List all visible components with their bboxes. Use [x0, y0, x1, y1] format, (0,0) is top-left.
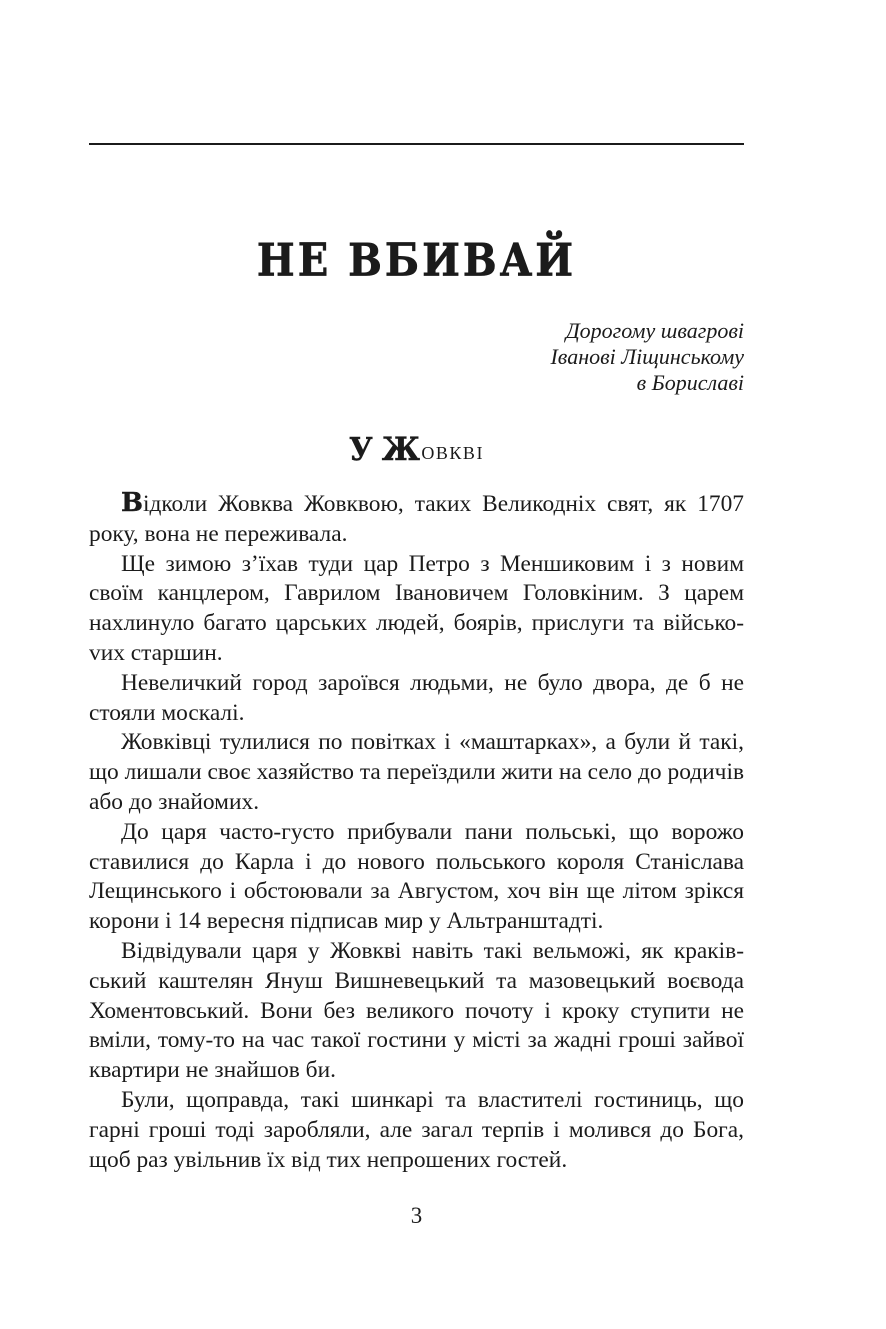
chapter-title: НЕ ВБИВАЙ: [256, 234, 577, 287]
paragraph-7: Були, щоправда, такі шинкарі та властителі гостиниць, що гарні гроші тоді заробляли, але загал терпів і молився до Бога, щоб раз увільнив їх від тих непрошених гостей.: [89, 1086, 744, 1173]
paragraph-5: До царя часто-густо прибували пани польські, що ворожо ставилися до Карла і до нового польського короля Станіслава Лещинського і обстоювали за Августом, хоч він ще літом зрікся корони і 14 вересня підписав мир у Альтранштадті.: [89, 818, 744, 935]
body-text: [89, 489, 744, 1175]
paragraph-1: [89, 489, 744, 550]
section-title: [89, 432, 744, 469]
dedication-line-3: в Бориславі: [636, 370, 744, 395]
paragraph-2: Ще зимою з’їхав туди цар Петро з Меншиковим і з новим своїм канцлером, Гаврилом Івановичем Головкіним. З царем нахлинуло багато царських людей, боярів, прислуги та військоvих старшин.: [89, 550, 744, 666]
paragraph-6: Відвідували царя у Жовкві навіть такі вельможі, як краківський каштелян Януш Вишневецький та мазовецький воєвода Хоментовський. Вони без великого почоту і кроку ступити не вміли, тому-то на час такої гостини у місті за жадні гроші зайвої квартири не знайшов би.: [89, 937, 744, 1084]
paragraph-4: Жовківці тулилися по повітках і «маштарках», а були й такі, що лишали своє хазяйство та переїздили жити на село до родичів або до знайомих.: [89, 729, 744, 815]
page-number: 3: [410, 1203, 423, 1228]
drop-cap: В: [121, 488, 143, 518]
paragraph-3: Невеличкий город зароївся людьми, не було двора, де б не стояли москалі.: [89, 669, 744, 726]
dedication-line-1: Дорогому швагрові: [565, 318, 744, 343]
section-title-initial-1: У: [349, 430, 375, 468]
dedication: [89, 318, 744, 396]
paragraph-1-text: ідколи Жовква Жовквою, таких Великодніх свят, як 1707 року, вона не переживала.: [89, 491, 744, 547]
section-title-initial-2: Ж: [381, 430, 422, 468]
top-divider-rule: [89, 143, 744, 145]
dedication-line-2: Іванові Ліщинському: [550, 344, 744, 369]
section-title-rest: овкві: [421, 438, 484, 465]
